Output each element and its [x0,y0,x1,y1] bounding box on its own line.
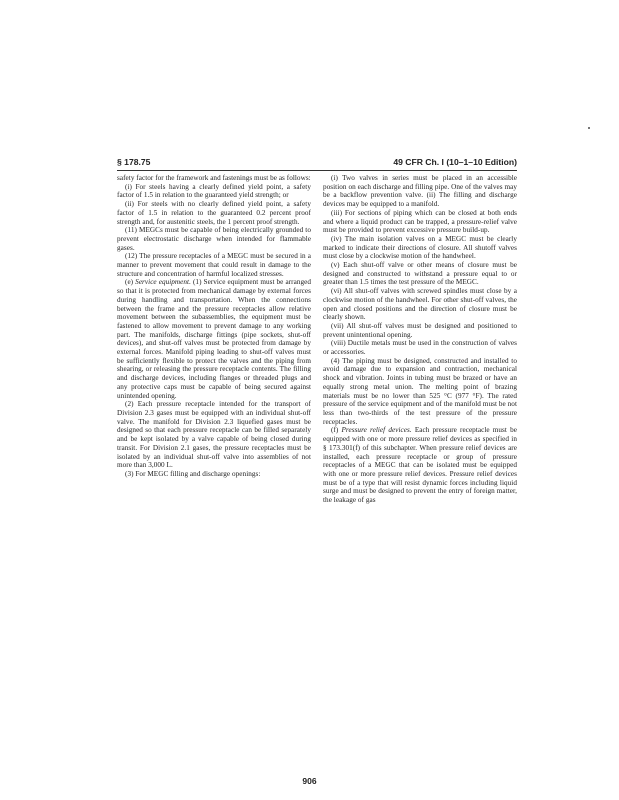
paragraph: (ii) For steels with no clearly defined yield point, a safety factor of 1.5 in relation to the guaranteed 0.2 percent proof strength and, for austenitic steels, the 1 percent proof strength. [117,200,311,226]
paragraph: (v) Each shut-off valve or other means of closure must be designed and constructed to withstand a pressure equal to or greater than 1.5 times the test pressure of the MEGC. [323,261,517,287]
paragraph: (vi) All shut-off valves with screwed spindles must close by a clockwise motion of the handwheel. For other shut-off valves, the open and closed positions and the direction of closure must be clearly shown. [323,287,517,322]
paragraph: (viii) Ductile metals must be used in the construction of valves or accessories. [323,339,517,357]
paragraph: (iii) For sections of piping which can be closed at both ends and where a liquid product can be trapped, a pressure-relief valve must be provided to prevent excessive pressure build-up. [323,208,517,235]
margin-mark [588,127,590,129]
paragraph: (f) Pressure relief devices. Each pressure receptacle must be equipped with one or more pressure relief devices as specified in § 173.301(f) of this subchapter. When pressure relief devices are installed, each pressure receptacle or group of pressure receptacles of a MEGC that can be isolated must be equipped with one or more pressure relief devices. Pressure relief devices must be of a type that will resist dynamic forces including liquid surge and must be designed to prevent the entry of foreign matter, the leakage of gas [323,426,517,505]
paragraph: (e) Service equipment. (1) Service equipment must be arranged so that it is protected from mechanical damage by external forces during handling and transportation. When the connections between the frame and the pressure receptacles allow relative movement between the subassemblies, the equipment must be fastened to allow movement to prevent damage to any working part. The manifolds, discharge fittings (pipe sockets, shut-off devices), and shut-off valves must be protected from damage by external forces. Manifold piping leading to shut-off valves must be sufficiently flexible to protect the valves and the piping from shearing, or releasing the pressure receptacle contents. The filling and discharge devices, including flanges or threaded plugs and any protective caps must be capable of being secured against unintended opening. [117,278,311,400]
paragraph: (4) The piping must be designed, constructed and installed to avoid damage due to expansion and contraction, mechanical shock and vibration. Joints in tubing must be brazed or have an equally strong metal union. The melting point of brazing materials must be no lower than 525 °C (977 °F). The rated pressure of the service equipment and of the manifold must be not less than two-thirds of the test pressure of the pressure receptacles. [323,356,517,426]
paragraph: safety factor for the framework and fastenings must be as follows: [117,174,311,182]
running-header [117,156,517,171]
right-column [323,174,517,770]
paragraph: (2) Each pressure receptacle intended for the transport of Division 2.3 gases must be equipped with an individual shut-off valve. The manifold for Division 2.3 liquefied gases must be designed so that each pressure receptacle can be filled separately and be kept isolated by a valve capable of being closed during transit. For Division 2.1 gases, the pressure receptacles must be isolated by an individual shut-off valve into assemblies of not more than 3,000 L. [117,400,311,470]
left-column [117,174,311,770]
paragraph: (12) The pressure receptacles of a MEGC must be secured in a manner to prevent movement that could result in damage to the structure and concentration of harmful localized stresses. [117,252,311,278]
section-number: § 178.75 [117,157,151,167]
paragraph: (3) For MEGC filling and discharge openings: [125,469,261,478]
paragraph: (i) For steels having a clearly defined yield point, a safety factor of 1.5 in relation to the guaranteed yield strength; or [117,182,311,200]
paragraph: (iv) The main isolation valves on a MEGC must be clearly marked to indicate their directions of closure. All shutoff valves must close by a clockwise motion of the handwheel. [323,234,517,261]
cfr-edition: 49 CFR Ch. I (10–1–10 Edition) [393,157,517,167]
paragraph: (i) Two valves in series must be placed in an accessible position on each discharge and filling pipe. One of the valves may be a backflow prevention valve. (ii) The filling and discharge devices may be equipped to a manifold. [323,174,517,209]
paragraph: (vii) All shut-off valves must be designed and positioned to prevent unintentional opening. [323,321,517,339]
page-number: 906 [302,776,317,786]
paragraph: (11) MEGCs must be capable of being electrically grounded to prevent electrostatic discharge when intended for flammable gases. [117,226,311,252]
